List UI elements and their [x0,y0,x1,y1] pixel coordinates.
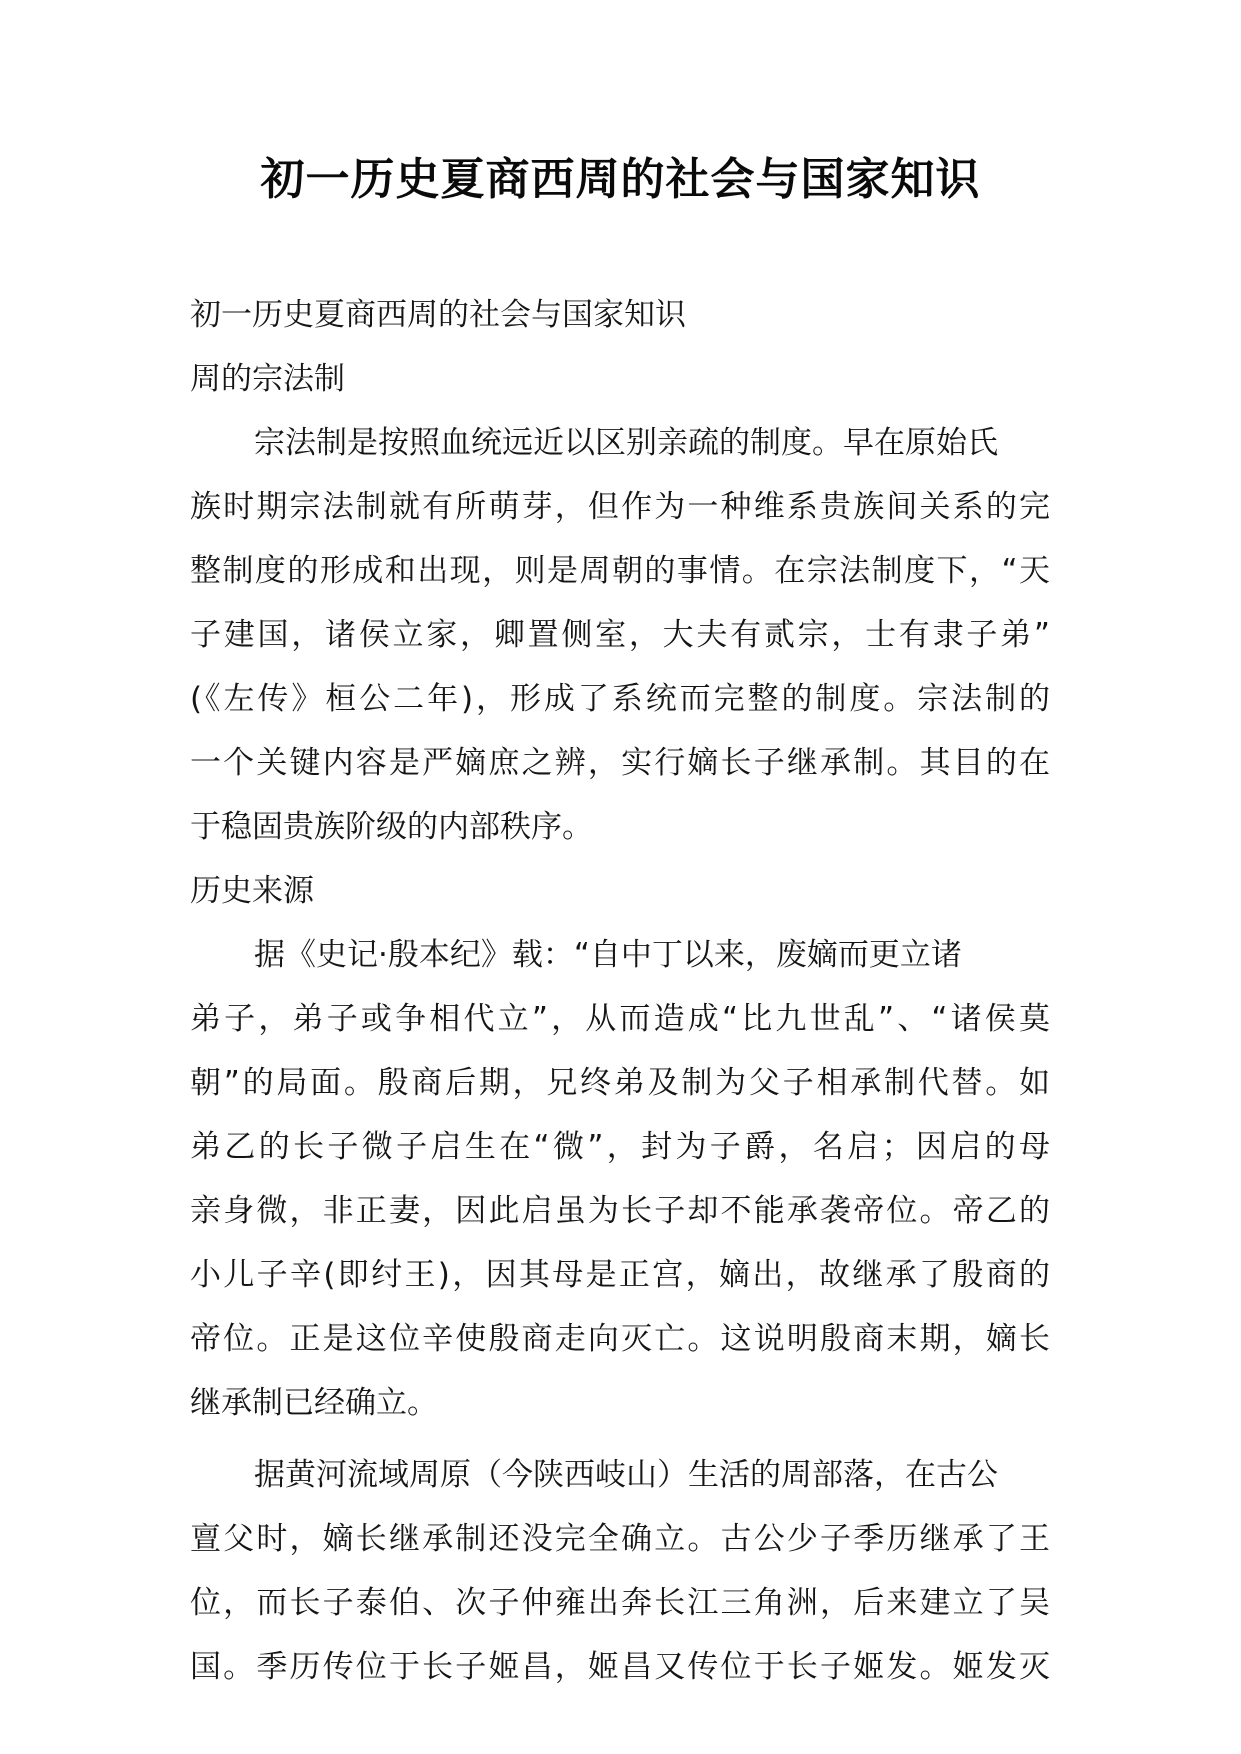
paragraph-line: 整制度的形成和出现，则是周朝的事情。在宗法制度下，“天 [190,553,1050,589]
paragraph-line: 朝”的局面。殷商后期，兄终弟及制为父子相承制代替。如 [190,1065,1050,1101]
paragraph-line: 弟子，弟子或争相代立”，从而造成“比九世乱”、“诸侯莫 [190,1001,1050,1037]
section-heading: 历史来源 [190,873,314,909]
paragraph-line: 据《史记·殷本纪》载：“自中丁以来，废嫡而更立诸 [254,937,962,973]
paragraph-line: 弟乙的长子微子启生在“微”，封为子爵，名启；因启的母 [190,1129,1050,1165]
paragraph-line: 宗法制是按照血统远近以区别亲疏的制度。早在原始氏 [254,425,998,461]
paragraph-line: 于稳固贵族阶级的内部秩序。 [190,809,593,845]
section-heading: 周的宗法制 [190,361,345,397]
paragraph-line: 族时期宗法制就有所萌芽，但作为一种维系贵族间关系的完 [190,489,1050,525]
paragraph-line: 帝位。正是这位辛使殷商走向灭亡。这说明殷商末期，嫡长 [190,1321,1050,1357]
paragraph [190,923,1050,1435]
paragraph-line: 国。季历传位于长子姬昌，姬昌又传位于长子姬发。姬发灭 [190,1649,1050,1685]
paragraph-line: 位，而长子泰伯、次子仲雍出奔长江三角洲，后来建立了吴 [190,1585,1050,1621]
paragraph [190,411,1050,859]
paragraph-line: 据黄河流域周原（今陕西岐山）生活的周部落，在古公 [254,1457,998,1493]
paragraph-line: 小儿子辛(即纣王)，因其母是正宫，嫡出，故继承了殷商的 [190,1257,1050,1293]
paragraph-line: 继承制已经确立。 [190,1385,438,1421]
document-subtitle: 初一历史夏商西周的社会与国家知识 [190,297,686,333]
document-title: 初一历史夏商西周的社会与国家知识 [260,154,981,205]
paragraph-line: 一个关键内容是严嫡庶之辨，实行嫡长子继承制。其目的在 [190,745,1050,781]
paragraph-line: (《左传》桓公二年)，形成了系统而完整的制度。宗法制的 [190,681,1050,717]
paragraph-line: 亶父时，嫡长继承制还没完全确立。古公少子季历继承了王 [190,1521,1050,1557]
paragraph-line: 亲身微，非正妻，因此启虽为长子却不能承袭帝位。帝乙的 [190,1193,1050,1229]
document-body [190,283,1050,1699]
paragraph [190,1443,1050,1699]
paragraph-line: 子建国，诸侯立家，卿置侧室，大夫有贰宗，士有隶子弟” [190,617,1050,653]
